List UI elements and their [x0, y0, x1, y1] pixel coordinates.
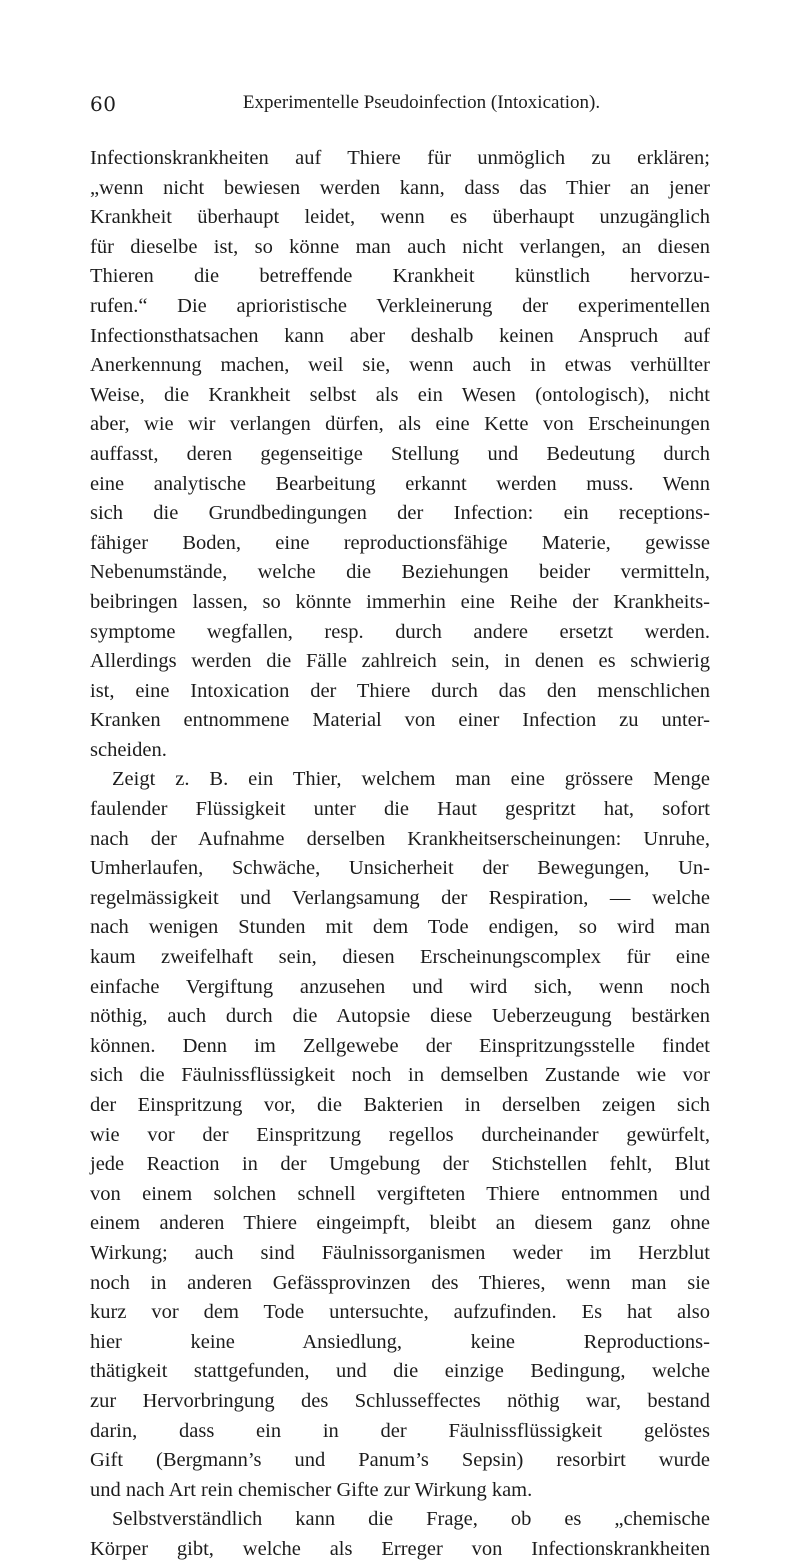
text-line: symptome wegfallen, resp. durch andere ersetzt werden.: [90, 620, 710, 643]
page-header: [90, 92, 708, 122]
text-line: einfache Vergiftung anzusehen und wird sich, wenn noch: [90, 975, 710, 998]
page-number: 60: [90, 92, 117, 116]
text-line: fähiger Boden, eine reproductionsfähige Materie, gewisse: [90, 531, 710, 554]
text-line: auffasst, deren gegenseitige Stellung und Bedeutung durch: [90, 442, 710, 465]
text-line: von einem solchen schnell vergifteten Thiere entnommen und: [90, 1182, 710, 1205]
text-line: kaum zweifelhaft sein, diesen Erscheinungscomplex für eine: [90, 946, 710, 969]
text-line: beibringen lassen, so könnte immerhin eine Reihe der Krankheits-: [90, 590, 710, 613]
text-line: hier keine Ansiedlung, keine Reproductions-: [90, 1330, 710, 1353]
text-line: „wenn nicht bewiesen werden kann, dass das Thier an jener: [90, 176, 710, 199]
running-head: Experimentelle Pseudoinfection (Intoxication).: [242, 92, 601, 113]
text-line: der Einspritzung vor, die Bakterien in derselben zeigen sich: [90, 1094, 710, 1116]
text-line: Krankheit überhaupt leidet, wenn es überhaupt unzugänglich: [90, 206, 710, 229]
text-line: nach wenigen Stunden mit dem Tode endigen, so wird man: [90, 916, 710, 939]
text-line: Gift (Bergmann’s und Panum’s Sepsin) resorbirt wurde: [90, 1449, 710, 1472]
text-line: Selbstverständlich kann die Frage, ob es „chemische: [112, 1508, 710, 1531]
body-text: [90, 144, 710, 1565]
text-line: nach der Aufnahme derselben Krankheitserscheinungen: Unruhe,: [90, 827, 710, 850]
text-line: eine analytische Bearbeitung erkannt werden muss. Wenn: [90, 472, 710, 495]
text-line: Weise, die Krankheit selbst als ein Wesen (ontologisch), nicht: [90, 383, 710, 406]
text-line: scheiden.: [90, 738, 167, 761]
text-line: Thieren die betreffende Krankheit künstlich hervorzu-: [90, 265, 710, 288]
text-line: jede Reaction in der Umgebung der Stichstellen fehlt, Blut: [90, 1153, 710, 1176]
text-line: nöthig, auch durch die Autopsie diese Ueberzeugung bestärken: [90, 1005, 710, 1028]
text-line: Zeigt z. B. ein Thier, welchem man eine grössere Menge: [112, 768, 710, 791]
text-line: regelmässigkeit und Verlangsamung der Respiration, — welche: [90, 886, 710, 909]
text-line: aber, wie wir verlangen dürfen, als eine Kette von Erscheinungen: [90, 413, 710, 436]
text-line: Infectionskrankheiten auf Thiere für unmöglich zu erklären;: [90, 147, 710, 169]
text-line: können. Denn im Zellgewebe der Einspritzungsstelle findet: [90, 1034, 710, 1057]
text-line: Kranken entnommene Material von einer Infection zu unter-: [90, 709, 710, 732]
text-line: einem anderen Thiere eingeimpft, bleibt an diesem ganz ohne: [90, 1212, 710, 1235]
text-line: sich die Grundbedingungen der Infection: ein receptions-: [90, 502, 710, 525]
text-line: faulender Flüssigkeit unter die Haut gespritzt hat, sofort: [90, 798, 710, 821]
text-line: und nach Art rein chemischer Gifte zur Wirkung kam.: [90, 1478, 533, 1501]
text-line: Nebenumstände, welche die Beziehungen beider vermitteln,: [90, 561, 710, 584]
text-line: Umherlaufen, Schwäche, Unsicherheit der Bewegungen, Un-: [90, 857, 710, 880]
text-line: noch in anderen Gefässprovinzen des Thieres, wenn man sie: [90, 1271, 710, 1294]
text-line: zur Hervorbringung des Schlusseffectes nöthig war, bestand: [90, 1389, 710, 1412]
text-line: Allerdings werden die Fälle zahlreich sein, in denen es schwierig: [90, 650, 710, 673]
text-line: Wirkung; auch sind Fäulnissorganismen weder im Herzblut: [90, 1241, 710, 1264]
text-line: sich die Fäulnissflüssigkeit noch in demselben Zustande wie vor: [90, 1064, 710, 1087]
text-line: ist, eine Intoxication der Thiere durch das den menschlichen: [90, 679, 710, 702]
text-line: Körper gibt, welche als Erreger von Infectionskrankheiten: [90, 1537, 710, 1560]
text-line: kurz vor dem Tode untersuchte, aufzufinden. Es hat also: [90, 1301, 710, 1324]
text-line: rufen.“ Die aprioristische Verkleinerung der experimentellen: [90, 294, 710, 317]
text-line: Anerkennung machen, weil sie, wenn auch in etwas verhüllter: [90, 354, 710, 377]
text-line: thätigkeit stattgefunden, und die einzige Bedingung, welche: [90, 1360, 710, 1383]
text-line: für dieselbe ist, so könne man auch nicht verlangen, an diesen: [90, 235, 710, 258]
text-line: wie vor der Einspritzung regellos durcheinander gewürfelt,: [90, 1123, 710, 1146]
text-line: darin, dass ein in der Fäulnissflüssigkeit gelöstes: [90, 1419, 710, 1442]
text-line: Infectionsthatsachen kann aber deshalb keinen Anspruch auf: [90, 324, 710, 347]
